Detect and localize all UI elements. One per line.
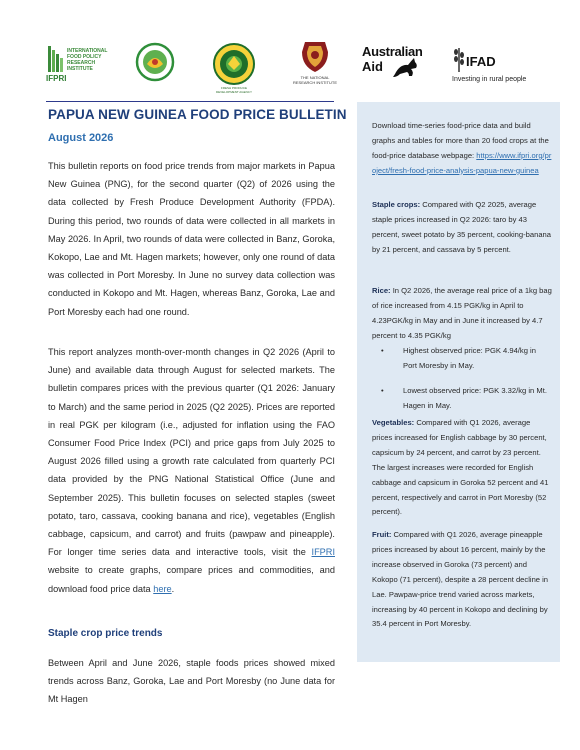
staple-text: Compared with Q2 2025, average staple prices increased in Q2 2026: taro by 43 percent, sweet potato by 35 percent, cooking-banana by 21 percent, and cassava by 5 percent.	[372, 200, 551, 254]
sidebar-intro-text: Download time-series food-price data and build graphs and tables for more than 20 food crops at the food-price database webpage:	[372, 121, 549, 160]
veg-text: Compared with Q1 2026, average prices increased for English cabbage by 30 percent, capsicum by 24 percent, and carrot by 23 percent. The largest increases were recorded for English cabbage and capsicum in Goroka 52 percent and 41 percent, respectively and carrot in Port Moresby (52 percent).	[372, 418, 549, 517]
sidebar-fruit	[372, 528, 552, 632]
header-rule	[46, 101, 334, 102]
staple-label: Staple crops:	[372, 200, 421, 209]
kangaroo-icon	[392, 56, 422, 78]
sidebar-rice	[372, 284, 552, 344]
fpda-seal-icon	[210, 42, 258, 86]
bullet-text: Highest observed price: PGK 4.94/kg in Port Moresby in May.	[403, 346, 536, 370]
staple-trends-paragraph: Between April and June 2026, staple foods prices showed mixed trends across Banz, Goroka, Lae and Port Moresby (no June data for Mt Hagen	[48, 658, 335, 705]
veg-label: Vegetables:	[372, 418, 415, 427]
nri-logo	[290, 40, 340, 90]
ifpri-abbr: IFPRI	[46, 74, 67, 83]
ifad-tagline: Investing in rural people	[452, 76, 527, 83]
ifpri-website-link[interactable]: IFPRI	[311, 547, 335, 558]
australian-aid-logo	[362, 42, 432, 84]
summary-sidebar	[357, 102, 560, 662]
fpda-logo	[210, 42, 258, 94]
sidebar-vegetables	[372, 416, 552, 520]
sidebar-staple-crops	[372, 198, 552, 258]
bullet-icon: •	[381, 346, 384, 355]
sidebar-intro	[372, 119, 552, 179]
nri-caption: THE NATIONAL RESEARCH INSTITUTE	[292, 75, 337, 85]
intro-paragraph: This bulletin reports on food price trends from major markets in Papua New Guinea (PNG), for the second quarter (Q2) of 2026 using the data collected by Fresh Produce Development Authority (FPDA). During this period, two rounds of data were collected in all markets in May 2026. In April, two rounds of data were collected in Banz, Goroka, Kokopo, Lae and Mt. Hagen markets; however, only one round of data was collected in Port Moresby. In June no survey data collection was conducted in Kokopo and Mt. Hagen, whereas Banz, Goroka, Lae and Port Moresby each had one round.	[48, 161, 335, 317]
nri-shield-icon	[290, 40, 340, 74]
logo-strip	[0, 40, 580, 94]
bulletin-date: August 2026	[48, 132, 114, 144]
ifpri-logo	[46, 44, 121, 84]
aus-aid-line2: Aid	[362, 59, 383, 74]
ifad-logo	[452, 44, 542, 84]
methods-paragraph	[48, 343, 335, 598]
methods-text-1: This report analyzes month-over-month changes in Q2 2026 (April to June) and available data through August for selected markets. The bulletin compares prices with the previous quarter (Q1 2026: January to March) and the same period in 2025 (Q2 2025). Prices are reported in real PGK per kilogram (i.e., adjusted for inflation using the FAO Consumer Food Price Index (PCI) and price gaps from July 2025 to August 2026 filled using a growth rate calculated from quarterly PCI data provided by the PNG National Statistical Office (June and September 2025). This bulletin focuses on selected staples (sweet potato, taro, cassava, cooking banana and rice), vegetables (English cabbage, capsicum, and carrot) and fruits (pawpaw and pineapple). For longer time series data and interactive tools, visit the	[48, 347, 335, 558]
bullet-icon: •	[381, 386, 384, 395]
fruit-label: Fruit:	[372, 530, 392, 539]
bullet-text: Lowest observed price: PGK 3.32/kg in Mt. Hagen in May.	[403, 386, 547, 410]
food-price-database-link[interactable]: https://www.ifpri.org/project/fresh-food-price-analysis-papua-new-guinea	[372, 150, 552, 175]
emblem-icon	[135, 42, 175, 82]
section-heading-staples: Staple crop price trends	[48, 628, 163, 639]
partner-emblem-logo	[135, 42, 175, 82]
aus-aid-line1: Australian	[362, 44, 423, 59]
ifad-wheat-icon	[452, 44, 466, 74]
methods-text-3: .	[171, 583, 175, 594]
bulletin-title: PAPUA NEW GUINEA FOOD PRICE BULLETIN	[48, 107, 347, 122]
ifpri-name: INTERNATIONAL FOOD POLICY RESEARCH INSTITUTE	[67, 48, 108, 72]
fpda-caption: FRESH PRODUCE DEVELOPMENT AGENCY	[216, 86, 252, 94]
fruit-text: Compared with Q1 2026, average pineapple prices increased by about 16 percent, mainly by the increase observed in Goroka (73 percent) and Kokopo (71 percent), despite a 28 percent decline in Lae. Pawpaw-price trend varied across markets, increasing by 40 percent in Kokopo and declining by 35.4 percent in Port Moresby.	[372, 530, 549, 629]
download-data-link[interactable]: here	[153, 583, 172, 594]
ifad-name: IFAD	[466, 54, 496, 69]
rice-label: Rice:	[372, 286, 391, 295]
methods-text-2: website to create graphs, compare prices and commodities, and download food price data	[48, 565, 335, 594]
rice-text: In Q2 2026, the average real price of a 1kg bag of rice increased from 4.15 PGK/kg in April to 4.23PGK/kg in May and in June it increased by 4.7 percent to 4.35 PGK/kg	[372, 286, 552, 340]
